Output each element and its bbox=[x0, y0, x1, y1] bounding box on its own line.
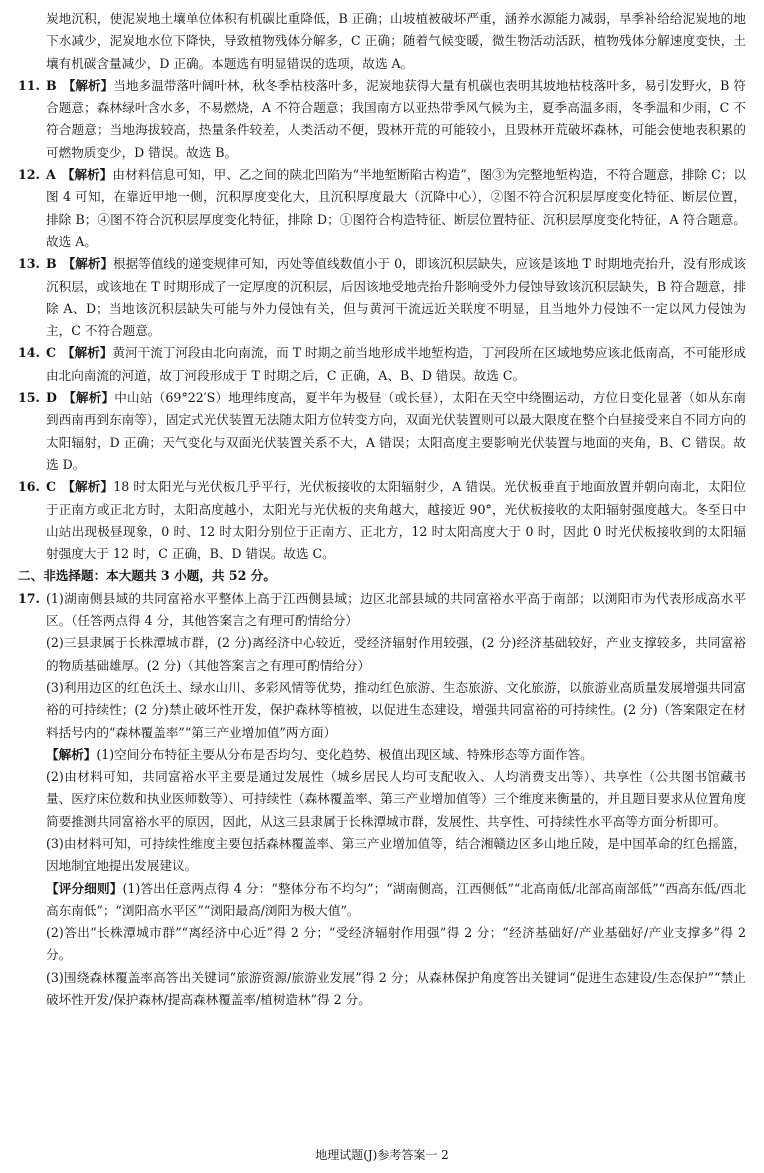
analysis-part-3: (3)由材料可知，可持续性维度主要包括森林覆盖率、第三产业增加值等，结合湘赣边区多山地丘陵，是中国革命的红色摇篮，因地制宜地提出发展建议。 bbox=[46, 835, 746, 874]
item-number: 13. bbox=[18, 256, 40, 272]
item-body bbox=[46, 387, 746, 476]
answer-part-1: (1)湖南侧县域的共同富裕水平整体上高于江西侧县域；边区北部县域的共同富裕水平高于南部；以浏阳市为代表形成高水平区。（任答两点得 4 分，其他答案言之有理可酌情给分） bbox=[46, 590, 746, 629]
answer-letter: C bbox=[46, 479, 57, 495]
item-number: 14. bbox=[18, 345, 40, 361]
item-number: 11. bbox=[18, 77, 40, 93]
analysis-tag: 【解析】 bbox=[62, 256, 114, 272]
analysis-tag: 【解析】 bbox=[62, 77, 114, 93]
analysis-text: 由材料信息可知，甲、乙之间的陕北凹陷为“半地堑断陷古构造”，图③为完整地堑构造，不符合题意，排除 C；以图 4 可知，在靠近甲地一侧，沉积厚度变化大，且沉积厚度最大（沉降中心），②图不符合沉积层厚度变化特征、断层位置，排除 B；④图不符合沉积层厚度变化特征，排除 D；①图符合构造特征、断层位置特征、沉积层厚度变化特征，A 符合题意。故选 A。 bbox=[46, 167, 746, 249]
item-body bbox=[46, 476, 746, 565]
item-body bbox=[46, 342, 746, 387]
item-body bbox=[46, 164, 746, 253]
item-number: 15. bbox=[18, 390, 40, 406]
item-number: 17. bbox=[18, 590, 40, 606]
answer-item-16 bbox=[18, 476, 746, 565]
top-paragraph: 炭地沉积，使泥炭地土壤单位体积有机碳比重降低，B 正确；山坡植被破坏严重，涵养水源能力减弱，旱季补给给泥炭地的地下水减少，泥炭地水位下降快，导致植物残体分解多，C 正确；随着气候变暖，微生物活动活跃，植物残体分解速度变快，土壤有机碳含量减少，D 正确。本题选有明显错误的选项，故选 A。 bbox=[46, 11, 746, 71]
item-number: 16. bbox=[18, 479, 40, 495]
analysis-text: 当地多温带落叶阔叶林，秋冬季枯枝落叶多，泥炭地获得大量有机碳也表明其坡地枯枝落叶多，易引发野火，B 符合题意；森林绿叶含水多，不易燃烧，A 不符合题意；我国南方以亚热带季风气候为主，夏季高温多雨，冬季温和少雨，C 不符合题意；当地海拔较高，热量条件较差，人类活动不便，毁林开荒的可能较小，且毁林开荒破坏森林，可能会使地表积累的可燃物质变少，D 错误。故选 B。 bbox=[46, 77, 747, 160]
scoring-tag: 【评分细则】 bbox=[46, 880, 123, 896]
scoring-part-3: (3)围绕森林覆盖率高答出关键词“旅游资源/旅游业发展”得 2 分；从森林保护角度答出关键词“促进生态建设/生态保护”“禁止破坏性开发/保护森林/提高森林覆盖率/植树造林”得 2 分。 bbox=[46, 969, 746, 1008]
answer-item-12 bbox=[18, 164, 746, 253]
item-number: 12. bbox=[18, 167, 40, 183]
answer-item-13 bbox=[18, 253, 746, 342]
scoring-text: (1)答出任意两点得 4 分：“整体分布不均匀”；“湖南侧高，江西侧低”“北高南低/北部高南部低”“西高东低/西北高东南低”；“浏阳高水平区”“浏阳最高/浏阳为极大值”。 bbox=[46, 880, 746, 918]
answer-item-14 bbox=[18, 342, 746, 387]
analysis-part-1 bbox=[18, 744, 746, 766]
analysis-text: 中山站（69°22′S）地理纬度高，夏半年为极昼（或长昼），太阳在天空中绕圈运动，方位日变化显著（如从东南到西南再到东南等），固定式光伏装置无法随太阳方位转变方向，双面光伏装置则可以最大限度在整个白昼接受来自不同方向的太阳辐射，D 正确；天气变化与双面光伏装置关系不大，A 错误；太阳高度主要影响光伏装置与地面的夹角，B、C 错误。故选 D。 bbox=[46, 390, 746, 472]
answer-part-3: (3)利用边区的红色沃土、绿水山川、多彩风情等优势，推动红色旅游、生态旅游、文化旅游，以旅游业高质量发展增强共同富裕的可持续性；(2 分)禁止破坏性开发，保护森林等植被，以促进生态建设，增强共同富裕的可持续性。(2 分)（答案限定在材料括号内的“森林覆盖率”“第三产业增加值”两方面） bbox=[46, 679, 746, 740]
answer-letter: B bbox=[46, 77, 57, 93]
analysis-tag: 【解析】 bbox=[46, 746, 97, 762]
analysis-text: 根据等值线的递变规律可知，丙处等值线数值小于 0，即该沉积层缺失，应该是该地 T 时期地壳抬升，没有形成该沉积层，或该地在 T 时期形成了一定厚度的沉积层，后因该地受地壳抬升影响受外力侵蚀导致该沉积层缺失，B 符合题意，排除 A、D；当地该沉积层缺失可能与外力侵蚀有关，但与黄河干流远近关联度不明显，且当地外力侵蚀不一定以风力侵蚀为主，C 不符合题意。 bbox=[46, 256, 746, 339]
answer-letter: C bbox=[46, 345, 57, 361]
page-footer: 地理试题(J)参考答案一 2 bbox=[315, 1148, 449, 1162]
item-body bbox=[46, 253, 746, 342]
analysis-text: 黄河干流丁河段由北向南流，而 T 时期之前当地形成半地堑构造，丁河段所在区域地势应该北低南高，不可能形成由北向南流的河道，故丁河段形成于 T 时期之后，C 正确，A、B、D 错误。故选 C。 bbox=[46, 345, 746, 383]
analysis-text: 18 时太阳光与光伏板几乎平行，光伏板接收的太阳辐射少，A 错误。光伏板垂直于地面放置并朝向南北，太阳位于正南方或正北方时，太阳高度越小，太阳光与光伏板的夹角越大，越接近 90°，光伏板接收的太阳辐射强度越大。冬至日中山站出现极昼现象，0 时、12 时太阳分别位于正南方、正北方，12 时太阳高度大于 0 时，因此 0 时光伏板接收到的太阳辐射强度大于 12 时，C 正确，B、D 错误。故选 C。 bbox=[46, 479, 746, 562]
analysis-part-2: (2)由材料可知，共同富裕水平主要是通过发展性（城乡居民人均可支配收入、人均消费支出等）、共享性（公共图书馆藏书量、医疗床位数和执业医师数等）、可持续性（森林覆盖率、第三产业增加值等）三个维度来衡量的，并且题目要求从位置角度简要推测共同富裕水平的原因，因此，从这三县隶属于长株潭城市群，发展性、共享性、可持续性水平高等方面分析即可。 bbox=[46, 769, 746, 829]
analysis-tag: 【解析】 bbox=[62, 479, 114, 495]
answer-item-17 bbox=[18, 588, 746, 633]
answer-part-2: (2)三县隶属于长株潭城市群，(2 分)离经济中心较近，受经济辐射作用较强，(2 分)经济基础较好，产业支撑较多，共同富裕的物质基础雄厚。(2 分)（其他答案言之有理可酌情给分） bbox=[46, 635, 746, 673]
scoring-part-1 bbox=[18, 878, 746, 923]
answer-item-11 bbox=[18, 75, 746, 164]
answer-letter: D bbox=[46, 390, 57, 406]
analysis-tag: 【解析】 bbox=[61, 167, 113, 183]
analysis-tag: 【解析】 bbox=[62, 390, 115, 406]
analysis-tag: 【解析】 bbox=[62, 345, 113, 361]
section-heading: 二、非选择题：本大题共 3 小题，共 52 分。 bbox=[18, 568, 276, 584]
answer-item-15 bbox=[18, 387, 746, 476]
answer-letter: A bbox=[46, 167, 56, 183]
analysis-text: (1)空间分布特征主要从分布是否均匀、变化趋势、极值出现区域、特殊形态等方面作答。 bbox=[96, 746, 593, 762]
item-body bbox=[46, 75, 746, 164]
scoring-part-2: (2)答出“长株潭城市群”“离经济中心近”得 2 分；“受经济辐射作用强”得 2 分；“经济基础好/产业基础好/产业支撑多”得 2 分。 bbox=[46, 925, 746, 963]
answer-letter: B bbox=[46, 256, 57, 272]
